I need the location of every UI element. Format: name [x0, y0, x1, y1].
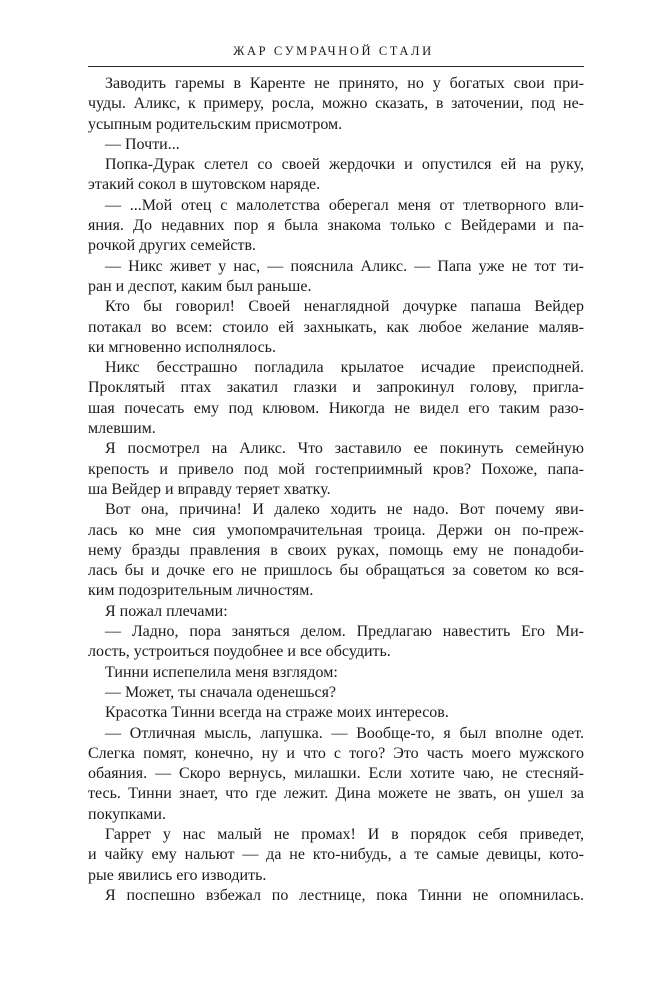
text-line: Слегка помят, конечно, ну и что с того? Это часть моего мужского: [88, 744, 584, 762]
text-line: — Может, ты сначала оденешься?: [105, 683, 337, 701]
text-line: ран и деспот, каким был раньше.: [88, 277, 312, 295]
text-line: — Отличная мысль, лапушка. — Вообще-то, я был вполне одет.: [105, 724, 584, 742]
text-line: млевшим.: [88, 420, 156, 438]
text-line: Никс бесстрашно погладила крылатое исчадие преисподней.: [105, 359, 584, 377]
text-line: яния. До недавних пор я была знакома только с Вейдерами и па-: [88, 217, 584, 235]
text-line: Тинни испепелила меня взглядом:: [105, 663, 338, 681]
text-line: покупками.: [88, 805, 166, 823]
text-line: Гаррет у нас малый не промах! И в порядок себя приведет,: [105, 825, 584, 843]
text-line: усыпным родительским присмотром.: [88, 115, 343, 133]
text-line: Красотка Тинни всегда на страже моих интересов.: [105, 704, 449, 722]
text-line: тесь. Тинни знает, что где лежит. Дина можете не звать, он ушел за: [88, 785, 584, 803]
text-line: Попка-Дурак слетел со своей жердочки и опустился ей на руку,: [105, 156, 584, 174]
text-line: шая почесать ему под клювом. Никогда не видел его таким разо-: [88, 399, 584, 417]
text-line: чуды. Аликс, к примеру, росла, можно сказать, в заточении, под не-: [88, 95, 584, 113]
text-line: нему бразды правления в своих руках, помощь ему не понадоби-: [88, 541, 584, 559]
text-line: — ...Мой отец с малолетства оберегал меня от тлетворного вли-: [105, 196, 584, 214]
text-line: Вот она, причина! И далеко ходить не надо. Вот почему яви-: [105, 501, 584, 519]
text-line: ки мгновенно исполнялось.: [88, 338, 276, 356]
text-line: крепость и привело под мой гостеприимный кров? Похоже, папа-: [88, 460, 584, 478]
text-line: лась бы и дочке его не пришлось бы обращаться за советом ко вся-: [88, 562, 584, 580]
text-line: лость, устроиться поудобнее и все обсудить.: [88, 643, 391, 661]
text-line: ким подозрительным личностям.: [88, 582, 314, 600]
text-line: — Почти...: [105, 135, 180, 153]
text-line: потакал во всем: стоило ей захныкать, как любое желание маляв-: [88, 318, 584, 336]
running-head: ЖАР СУМРАЧНОЙ СТАЛИ: [233, 44, 434, 58]
text-line: ша Вейдер и вправду теряет хватку.: [88, 480, 331, 498]
text-line: — Ладно, пора заняться делом. Предлагаю навестить Его Ми-: [105, 623, 584, 641]
text-line: и чайку ему нальют — да не кто-нибудь, а те самые девицы, кото-: [88, 846, 584, 864]
text-line: обаяния. — Скоро вернусь, милашки. Если хотите чаю, не стесняй-: [88, 765, 584, 783]
text-line: рочкой других семейств.: [88, 237, 257, 255]
text-line: Я посмотрел на Аликс. Что заставило ее покинуть семейную: [105, 440, 584, 458]
text-line: Заводить гаремы в Каренте не принято, но у богатых свои при-: [105, 75, 584, 92]
text-line: Проклятый птах закатил глазки и запрокинул голову, пригла-: [88, 379, 584, 397]
text-line: Кто бы говорил! Своей ненаглядной дочурке папаша Вейдер: [105, 298, 584, 316]
text-line: лась ко мне сия умопомрачительная троица. Держи он по-преж-: [88, 521, 584, 539]
text-line: рые явились его изводить.: [88, 866, 267, 884]
header-rule: [88, 66, 584, 67]
page-text: [88, 74, 584, 906]
text-line: Я пожал плечами:: [105, 602, 228, 620]
text-line: этакий сокол в шутовском наряде.: [88, 176, 321, 194]
text-line: Я поспешно взбежал по лестнице, пока Тинни не опомнилась.: [105, 886, 584, 904]
text-line: — Никс живет у нас, — пояснила Аликс. — Папа уже не тот ти-: [105, 257, 584, 275]
